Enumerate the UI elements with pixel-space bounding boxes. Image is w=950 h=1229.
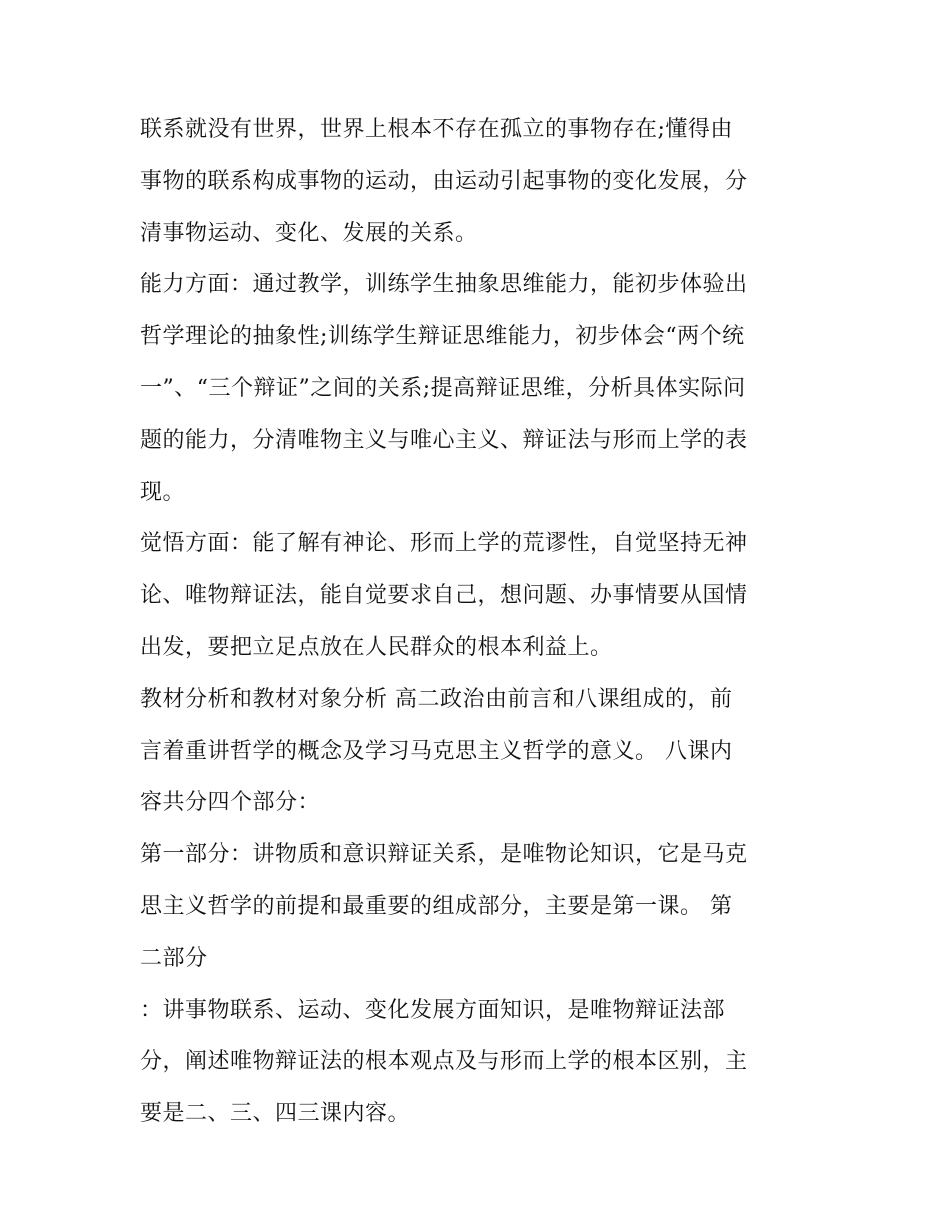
text-line: 觉悟方面：能了解有神论、形而上学的荒谬性，自觉坚持无神 <box>140 531 748 557</box>
text-line: 清事物运动、变化、发展的关系。 <box>140 220 478 246</box>
text-line: 联系就没有世界，世界上根本不存在孤立的事物存在;懂得由 <box>140 117 733 142</box>
text-line: 言着重讲哲学的概念及学习马克思主义哲学的意义。 八课内 <box>140 738 733 764</box>
text-line: 哲学理论的抽象性;训练学生辩证思维能力，初步体会“两个统 <box>140 324 745 350</box>
text-line: 事物的联系构成事物的运动，由运动引起事物的变化发展，分 <box>140 168 748 194</box>
text-line: 论、唯物辩证法，能自觉要求自己，想问题、办事情要从国情 <box>140 583 748 609</box>
text-line: 分，阐述唯物辩证法的根本观点及与形而上学的根本区别，主 <box>140 1049 748 1075</box>
text-line: 第一部分：讲物质和意识辩证关系，是唯物论知识，它是马克 <box>140 842 748 868</box>
text-line: 一”、“三个辩证”之间的关系;提高辩证思维，分析具体实际问 <box>140 375 746 401</box>
text-line: 能力方面：通过教学，训练学生抽象思维能力，能初步体验出 <box>140 272 748 298</box>
text-line: ：讲事物联系、运动、变化发展方面知识，是唯物辩证法部 <box>140 997 726 1023</box>
text-line: 题的能力，分清唯物主义与唯心主义、辩证法与形而上学的表 <box>140 427 748 453</box>
text-line: 教材分析和教材对象分析 高二政治由前言和八课组成的，前 <box>140 686 733 712</box>
text-line: 思主义哲学的前提和最重要的组成部分，主要是第一课。 第 <box>140 893 733 919</box>
document-body <box>140 104 830 1140</box>
text-line: 现。 <box>140 479 186 505</box>
text-line: 出发，要把立足点放在人民群众的根本利益上。 <box>140 634 613 660</box>
text-line: 要是二、三、四三课内容。 <box>140 1101 411 1127</box>
text-line: 二部分 <box>140 945 208 971</box>
text-line: 容共分四个部分： <box>140 790 321 816</box>
